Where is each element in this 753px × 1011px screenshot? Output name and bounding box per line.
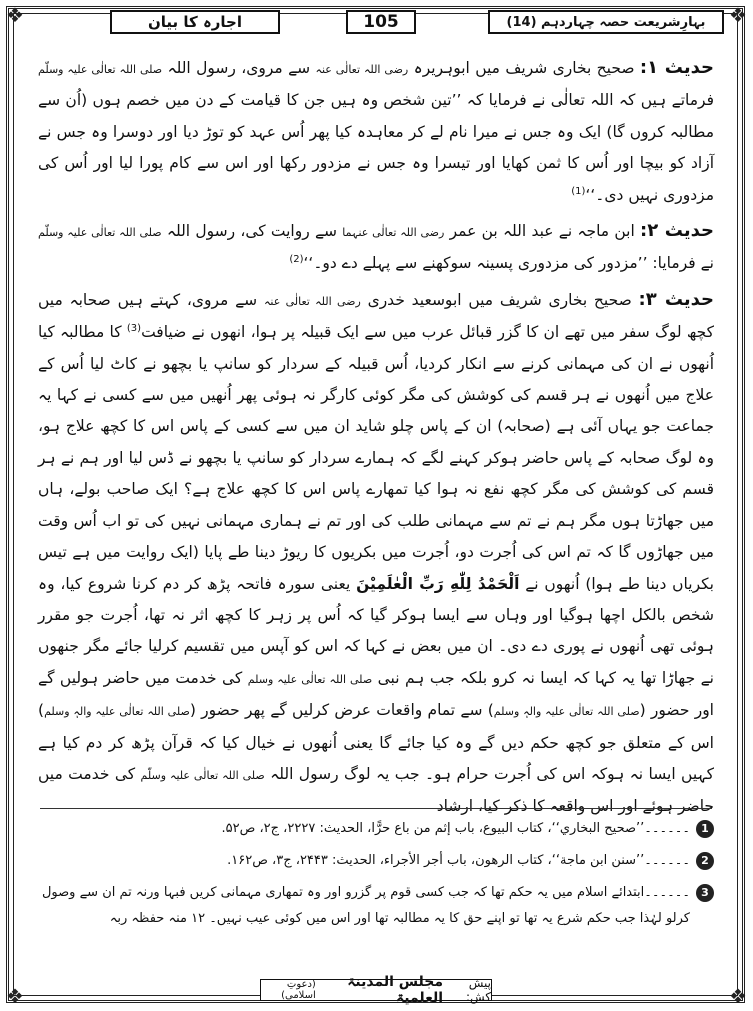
footnote-number: 2 (696, 852, 714, 870)
honorific: صلی اللہ تعالٰی علیہ وسلم (247, 672, 373, 686)
footnotes (38, 816, 714, 938)
footnote-number: 1 (696, 820, 714, 838)
chapter-topic: اجارہ کا بیان (110, 10, 280, 34)
footnote-ref: (2) (289, 254, 304, 266)
footnote-number: 3 (696, 884, 714, 902)
footnote-ref: (3) (126, 323, 142, 335)
page-header (26, 8, 726, 38)
page-footer (0, 974, 753, 1006)
body-text: فرماتے ہیں کہ اللہ تعالٰی نے فرمایا کہ ’’تین شخص وہ ہیں جن کا قیامت کے دن میں خصم ہوں (اُن سے مطالبہ کروں گا) ایک وہ جس نے میرا نام لے کر معاہدہ کیا پھر اُس عہد کو توڑ دیا اور دوسرا وہ جس نے آزاد کو بیچا اور اُس کا ثمن کھایا اور تیسرا وہ جس نے مزدور رکھا اور اس سے کام پورا لیا اور اُس کی مزدوری نہیں دی۔‘‘ (38, 91, 714, 204)
hadith-label: حدیث ۳: (638, 288, 715, 310)
ornament-icon: ❖ (6, 984, 24, 1008)
footnote-divider (40, 808, 712, 809)
footnote (38, 848, 714, 874)
honorific: رضی اللہ تعالٰی عنہ (315, 63, 409, 76)
body-text: سے مروی، رسول اللہ (162, 59, 316, 77)
body-text: صحیح بخاری شریف میں ابوہریرہ (408, 59, 640, 77)
footnote-text: ۔۔۔۔۔۔ابتدائے اسلام میں یہ حکم تھا کہ جب کسی قوم پر گزرو اور وہ تمھاری مہمانی کریں فبہا ورنہ تم ان سے وصول کرلو لہٰذا جب حکم شرع یہ تھا تو اپنے حق کا یہ مطالبہ تھا اور اس میں کوئی عیب نہیں۔ ۱۲ منہ حفظہ ربہ (41, 885, 690, 926)
footnote (38, 880, 714, 932)
honorific: صلی اللہ تعالٰی علیہ والہٖ وسلم (44, 705, 190, 719)
body-text: سے روایت کی، رسول اللہ (161, 222, 343, 241)
body-text: کی خدمت میں حاضر ہولیں گے اور حضور ( (38, 668, 714, 720)
honorific: صلی اللہ تعالٰی علیہ وسلّم (140, 768, 265, 782)
book-title: بہارِشریعت حصہ چہاردہم (14) (488, 10, 724, 34)
honorific: صلی اللہ تعالٰی علیہ والہٖ وسلم (493, 705, 640, 719)
honorific: رضی اللہ تعالٰی عنہ (263, 294, 361, 308)
body-text: نے فرمایا: ’’مزدور کی مزدوری پسینہ سوکھنے سے پہلے دے دو۔‘‘ (303, 254, 714, 273)
publisher-box (260, 974, 492, 1006)
quran-text: اَلْحَمْدُ لِلّٰهِ رَبِّ الْعٰلَمِیْنَ (356, 574, 520, 593)
body-text: ) سے تمام واقعات عرض کرلیں گے پھر حضور ( (189, 701, 494, 720)
publisher-prefix: پیش کش: (465, 976, 491, 1004)
hadith-label: حدیث ۲: (640, 220, 714, 242)
ornament-icon: ❖ (6, 3, 24, 27)
publisher-name: مجلس المدینۃ العلمیۃ (347, 974, 444, 1006)
body-text: کی خدمت میں حاضر ہوئے اور اس واقعہ کا ذکر کیا، ارشاد (38, 764, 714, 816)
body-text: صحیح بخاری شریف میں ابوسعید خدری (360, 290, 639, 309)
main-text (38, 52, 714, 823)
ornament-icon: ❖ (729, 3, 747, 27)
page-number: 105 (346, 10, 416, 34)
body-text: کا مطالبہ کیا اُنھوں نے ان کی مہمانی کرنے سے انکار کردیا، اُس قبیلہ کے سردار کو سانپ یا بچھو نے کاٹ لیا اُس کے علاج میں اُنھوں نے ہر قسم کی کوشش کی مگر کوئی کارگر نہ ہوئی پھر اُنھیں میں سے کسی نے کہا یہ جماعت جو یہاں آئی ہے (صحابہ) ان کے پاس چلو شاید ان میں سے کسی کے پاس اس کا کچھ علاج ہو، وہ لوگ صحابہ کے پاس حاضر ہوکر کہنے لگے کہ ہمارے سردار کو سانپ یا بچھو نے ڈس لیا اور ہم نے ہر قسم کی کوشش کی مگر کچھ نفع نہ ہوا کیا تمھارے پاس اس کا کچھ علاج ہے؟ ایک صاحب بولے، ہاں میں جھاڑتا ہوں مگر ہم نے تم سے مہمانی طلب کی اور تم نے ہماری مہمانی نہیں کی تو اب اُس وقت میں جھاڑوں گا کہ تم اس کی اُجرت دو، اُجرت میں بکریوں کا ریوڑ دینا طے پایا (ایک روایت میں ہے تیس بکریاں دینا طے ہوا) اُنھوں نے (38, 323, 714, 593)
footnote-text: ۔۔۔۔۔۔’’سنن ابن ماجة‘‘، کتاب الرھون، باب أجر الأجراء، الحدیث: ۲۴۴۳، ج۳، ص۱۶۲. (227, 853, 690, 868)
body-text: یعنی سورہ فاتحہ پڑھ کر دم کرنا شروع کیا، وہ شخص بالکل اچھا ہوگیا اور وہاں سے ایسا ہوکر گیا کہ اُس پر زہر کا کچھ اثر نہ تھا، اُجرت جو مقرر ہوئی تھی اُنھوں نے پوری دے دی۔ ان میں بعض نے کہا کہ اس کو آپس میں تقسیم کرلیا جائے مگر جنھوں نے جھاڑا تھا یہ کہا کہ ایسا نہ کرو بلکہ جب ہم نبی (38, 574, 714, 687)
footnote-ref: (1) (571, 185, 586, 197)
body-text: ابن ماجہ نے عبد اللہ بن عمر (444, 222, 641, 241)
footnote (38, 816, 714, 842)
hadith-paragraph (38, 215, 714, 280)
ornament-icon: ❖ (729, 984, 747, 1008)
honorific: رضی اللہ تعالٰی عنہما (342, 226, 445, 240)
hadith-label: حدیث ۱: (639, 57, 714, 78)
body-text: سے مروی، کہتے ہیں صحابہ میں کچھ لوگ سفر میں تھے ان کا گزر قبائل عرب میں سے ایک قبیلہ پر ہوا، انھوں نے ضیافت (38, 290, 714, 342)
footnote-text: ۔۔۔۔۔۔’’صحیح البخاري‘‘، کتاب البیوع، باب إثم من باع حرًّا، الحدیث: ۲۲۲۷، ج۲، ص۵۲. (221, 821, 690, 836)
body-text: ) اس کے متعلق جو کچھ حکم دیں گے وہ کیا جائے گا یعنی اُنھوں نے خیال کیا کہ قرآن پڑھ کر دم کیا ہے کہیں ایسا نہ ہوکہ اس کی اُجرت حرام ہو۔ جب یہ لوگ رسول اللہ (38, 701, 714, 783)
honorific: صلی اللہ تعالٰی علیہ وسلّم (38, 63, 163, 76)
hadith-paragraph (38, 284, 714, 823)
publisher-sub: (دعوتِ اسلامی) (281, 979, 316, 1001)
honorific: صلی اللہ تعالٰی علیہ وسلّم (38, 226, 162, 240)
hadith-paragraph (38, 52, 714, 211)
